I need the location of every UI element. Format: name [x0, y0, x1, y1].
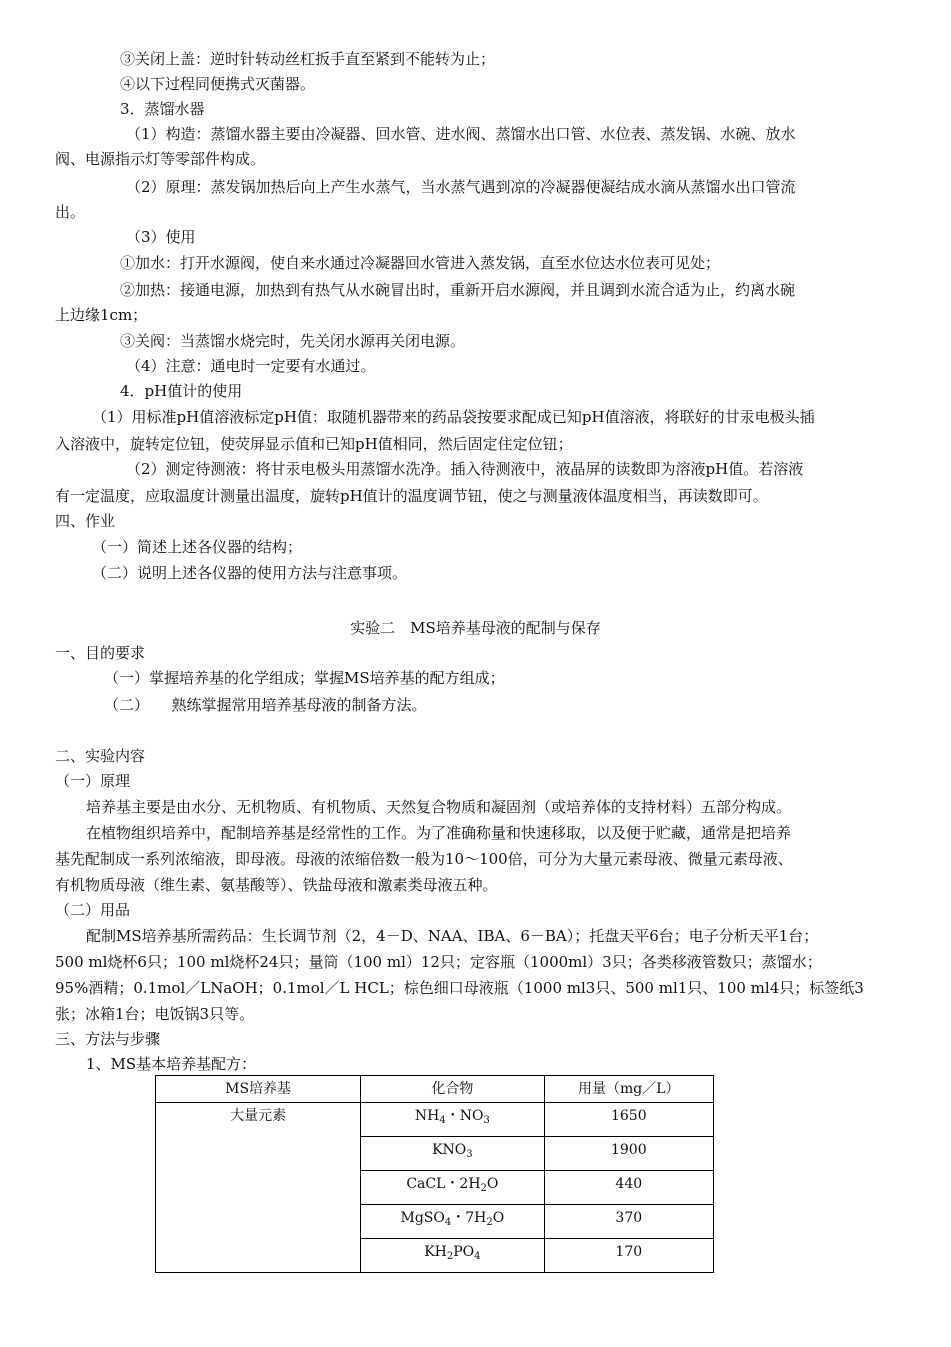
text-line: ④以下过程同便携式灭菌器。 — [120, 75, 316, 93]
text-line: （2）测定待测液：将甘汞电极头用蒸馏水洗净。插入待测液中，液晶屏的读数即为溶液pH值。若溶液 — [126, 460, 804, 478]
table-row — [156, 1103, 714, 1137]
compound-cell: MgSO$_4$・$7H_2O$ — [361, 1205, 544, 1239]
header-cell: 用量（mg／L） — [544, 1076, 713, 1103]
text-line: 阀、电源指示灯等零部件构成。 — [55, 150, 266, 168]
text-line: （1）构造：蒸馏水器主要由冷凝器、回水管、进水阀、蒸馏水出口管、水位表、蒸发锅、水碗、放水 — [126, 125, 796, 143]
text-line: 在植物组织培养中，配制培养基是经常性的工作。为了准确称量和快速移取，以及便于贮藏，通常是把培养 — [86, 824, 792, 842]
text-line: （二） 熟练掌握常用培养基母液的制备方法。 — [104, 696, 427, 714]
text-line: （一）简述上述各仪器的结构； — [92, 538, 303, 556]
section-heading: 3．蒸馏水器 — [120, 100, 205, 118]
text-line: 基先配制成一系列浓缩液，即母液。母液的浓缩倍数一般为10～100倍，可分为大量元素母液、微量元素母液、 — [55, 850, 793, 868]
text-line: （2）原理：蒸发锅加热后向上产生水蒸气，当水蒸气遇到凉的冷凝器便凝结成水滴从蒸馏水出口管流 — [126, 178, 796, 196]
compound-cell: $NH_4$・$NO_3$ — [361, 1103, 544, 1137]
text-line: （3）使用 — [126, 228, 196, 246]
section-heading: 一、目的要求 — [55, 644, 146, 662]
header-cell: MS培养基 — [156, 1076, 361, 1103]
compound-cell: $KH_2PO_4$ — [361, 1239, 544, 1273]
table-header-row — [156, 1076, 714, 1103]
text-line: ③关闭上盖：逆时针转动丝杠扳手直至紧到不能转为止； — [120, 50, 496, 68]
text-line: 培养基主要是由水分、无机物质、有机物质、天然复合物质和凝固剂（或培养体的支持材料）五部分构成。 — [86, 798, 792, 816]
text-line: （二）用品 — [55, 901, 131, 919]
experiment-title: 实验二 MS培养基母液的配制与保存 — [350, 619, 601, 637]
ms-medium-table — [155, 1075, 714, 1273]
text-line: 张；冰箱1台；电饭锅3只等。 — [55, 1005, 255, 1023]
text-line: （4）注意：通电时一定要有水通过。 — [126, 357, 376, 375]
section-heading: 四、作业 — [55, 512, 116, 530]
compound-cell: $KNO_3$ — [361, 1137, 544, 1171]
text-line: （一）原理 — [55, 772, 131, 790]
text-line: 500 ml烧杯6只；100 ml烧杯24只；量筒（100 ml）12只；定容瓶（1000ml）3只；各类移液管数只；蒸馏水； — [55, 953, 822, 971]
text-line: 95%酒精；0.1mol／LNaOH；0.1mol／L HCL；棕色细口母液瓶（1000 ml3只、500 ml1只、100 ml4只；标签纸3 — [55, 979, 864, 997]
text-line: （1）用标准pH值溶液标定pH值：取随机器带来的药品袋按要求配成已知pH值溶液，将联好的甘汞电极头插 — [92, 408, 815, 426]
text-line: 配制MS培养基所需药品：生长调节剂（2，4－D、NAA、IBA、6－BA）；托盘天平6台；电子分析天平1台； — [86, 927, 819, 945]
text-line: 入溶液中，旋转定位钮，使荧屏显示值和已知pH值相同，然后固定住定位钮； — [55, 435, 573, 453]
section-heading: 二、实验内容 — [55, 747, 146, 765]
text-line: 出。 — [55, 203, 86, 221]
text-line: ②加热：接通电源，加热到有热气从水碗冒出时，重新开启水源阀，并且调到水流合适为止，约离水碗 — [120, 281, 796, 299]
text-line: （一）掌握培养基的化学组成；掌握MS培养基的配方组成； — [104, 669, 505, 687]
text-line: 有机物质母液（维生素、氨基酸等）、铁盐母液和激素类母液五种。 — [55, 876, 498, 894]
compound-cell: CaCL・$2H_2O$ — [361, 1171, 544, 1205]
group-cell: 大量元素 — [156, 1103, 361, 1273]
amount-cell: 370 — [544, 1205, 713, 1239]
section-heading: 三、方法与步骤 — [55, 1030, 161, 1048]
text-line: ①加水：打开水源阀，使自来水通过冷凝器回水管进入蒸发锅，直至水位达水位表可见处； — [120, 254, 721, 272]
amount-cell: 170 — [544, 1239, 713, 1273]
amount-cell: 1650 — [544, 1103, 713, 1137]
text-line: ③关阀：当蒸馏水烧完时，先关闭水源再关闭电源。 — [120, 332, 466, 350]
text-line: （二）说明上述各仪器的使用方法与注意事项。 — [92, 564, 408, 582]
amount-cell: 440 — [544, 1171, 713, 1205]
text-line: 1、MS基本培养基配方： — [86, 1055, 257, 1073]
text-line: 上边缘1cm； — [55, 306, 148, 324]
text-line: 有一定温度，应取温度计测量出温度，旋转pH值计的温度调节钮，使之与测量液体温度相当，再读数即可。 — [55, 487, 768, 505]
header-cell: 化合物 — [361, 1076, 544, 1103]
amount-cell: 1900 — [544, 1137, 713, 1171]
section-heading: 4．pH值计的使用 — [120, 382, 243, 400]
